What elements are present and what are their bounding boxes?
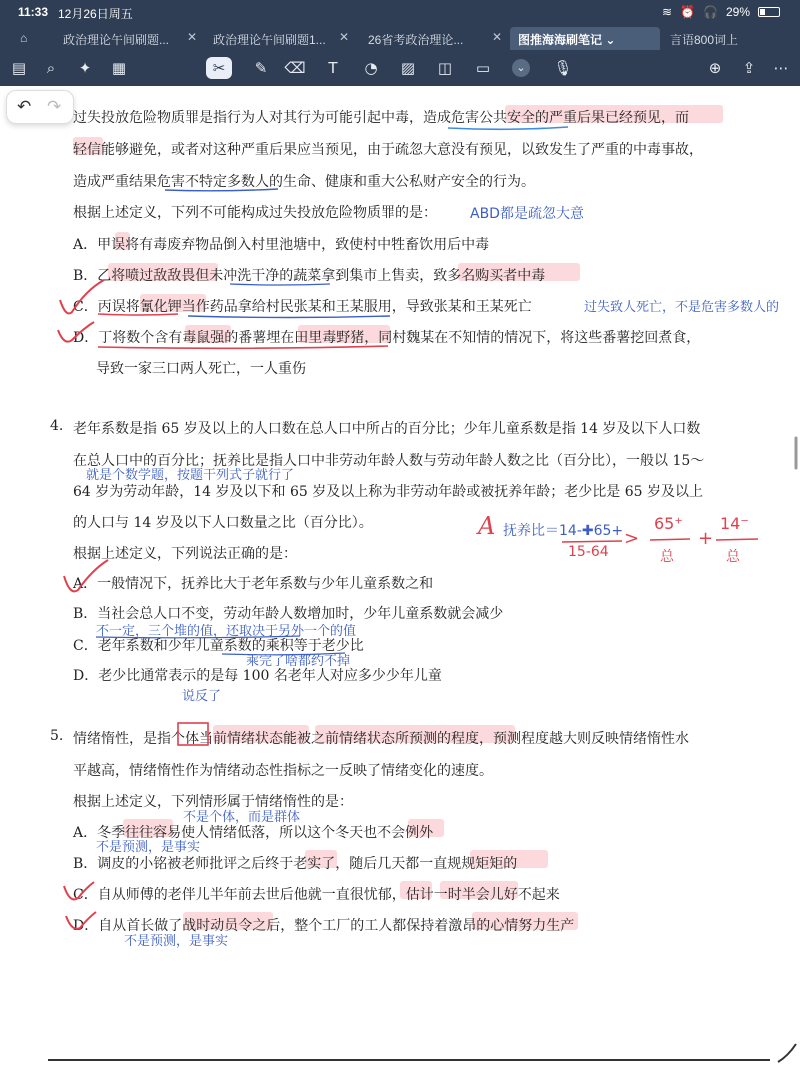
question-prompt: 根据上述定义，下列说法正确的是： <box>73 546 297 562</box>
tab-label: 政治理论午间刷题1... <box>213 33 326 47</box>
question-text-line: 的人口与 14 岁及以下人口数量之比（百分比）。 <box>73 515 373 531</box>
close-icon[interactable]: ✕ <box>186 30 197 44</box>
wifi-icon: ≋ <box>662 5 673 19</box>
question-text-line: 平越高，情绪惰性作为情绪动态性指标之一反映了情绪变化的速度。 <box>73 763 493 779</box>
status-date: 12月26日周五 <box>58 7 133 21</box>
formula-text: 抚养比＝14-✚65+ <box>503 523 624 539</box>
shapes-icon[interactable]: ◔ <box>364 59 378 77</box>
formula-greater-than: > <box>624 528 640 549</box>
tab-bar <box>0 24 800 50</box>
question-text-line: 在总人口中的百分比；抚养比是指人口中非劳动年龄人数与劳动年龄人数之比（百分比），一般以 15～ <box>73 453 705 469</box>
question-text-line: 造成严重结果危害不特定多数人的生命、健康和重大公私财产安全的行为。 <box>73 174 535 190</box>
option-a: A．甲误将有毒废弃物品倒入村里池塘中，致使村中牲畜饮用后中毒 <box>73 237 490 253</box>
eraser-icon[interactable]: ⌫ <box>284 59 306 77</box>
question-prompt: 根据上述定义，下列情形属于情绪惰性的是： <box>73 794 353 810</box>
microphone-icon[interactable]: 🎙 <box>553 59 573 77</box>
tab-3[interactable] <box>360 27 508 50</box>
fraction-bar <box>562 541 622 542</box>
tab-4-active[interactable] <box>510 27 660 50</box>
note-q5-group: 不是个体，而是群体 <box>183 810 301 825</box>
note-q4-d: 说反了 <box>182 689 222 704</box>
formula-fraction-1-num: 65⁺ <box>654 514 683 533</box>
option-d: D．老少比通常表示的是每 100 名老年人对应多少少年儿童 <box>73 668 442 684</box>
formula-fraction-2-num: 14⁻ <box>720 514 749 533</box>
question-text-line: 过失投放危险物质罪是指行为人对其行为可能引起中毒，造成危害公共安全的严重后果已经预见，而 <box>73 110 689 126</box>
redo-icon[interactable]: ↷ <box>47 97 62 117</box>
formula-a-label: A <box>478 512 496 540</box>
note-q4-c: 乘完了啥都约不掉 <box>246 654 351 669</box>
question-number: 4. <box>50 418 64 434</box>
formula-fraction-1-den: 总 <box>660 549 674 565</box>
alarm-icon: ⏰ <box>680 5 696 19</box>
option-b: B．当社会总人口不变，劳动年龄人数增加时，少年儿童系数就会减少 <box>73 606 504 622</box>
tab-label: 政治理论午间刷题... <box>63 33 170 47</box>
note-q3-c: 过失致人死亡，不是危害多数人的 <box>584 300 780 315</box>
more-tools-icon[interactable]: ⌄ <box>512 59 530 77</box>
question-number: 5. <box>50 728 64 744</box>
note-q5-d: 不是预测，是事实 <box>124 934 229 949</box>
search-icon[interactable]: ⌕ <box>46 59 56 77</box>
more-icon[interactable]: ⋯ <box>773 59 789 77</box>
sparkle-icon[interactable]: ✦ <box>78 59 92 77</box>
question-text-line: 情绪惰性，是指个体当前情绪状态能被之前情绪状态所预测的程度，预测程度越大则反映情绪惰性水 <box>73 731 689 747</box>
tab-2[interactable] <box>205 27 355 50</box>
lasso-icon[interactable]: ✂ <box>206 57 232 79</box>
option-b: B．乙将喷过敌敌畏但未冲洗干净的蔬菜拿到集市上售卖，致多名购买者中毒 <box>73 268 546 284</box>
option-d: D．自从首长做了战时动员令之后，整个工厂的工人都保持着激昂的心情努力生产 <box>73 918 575 934</box>
page-corner-stroke <box>778 1044 796 1062</box>
option-c: C．丙误将氰化钾当作药品拿给村民张某和王某服用，导致张某和王某死亡 <box>73 299 532 315</box>
underline-stroke <box>188 316 390 318</box>
fraction-bar <box>650 539 690 540</box>
battery-icon <box>758 7 780 17</box>
option-a: A．一般情况下，抚养比大于老年系数与少年儿童系数之和 <box>73 576 434 592</box>
sidebar-icon[interactable]: ▤ <box>11 59 27 77</box>
question-text-line: 64 岁为劳动年龄，14 岁及以下和 65 岁及以上称为非劳动年龄或被抚养年龄；老少比是 65 岁及以上 <box>73 484 703 500</box>
tab-1[interactable] <box>55 27 203 50</box>
headphones-icon: 🎧 <box>703 5 718 19</box>
question-text-line: 老年系数是指 65 岁及以上的人口数在总人口中所占的百分比；少年儿童系数是指 14 岁及以下人口数 <box>73 421 701 437</box>
home-icon: ⌂ <box>20 31 28 45</box>
note-q5-a: 不是预测，是事实 <box>96 840 201 855</box>
pen-icon[interactable]: ✎ <box>254 59 268 77</box>
share-icon[interactable]: ⇪ <box>742 59 756 77</box>
note-q3-abd: ABD都是疏忽大意 <box>470 206 584 222</box>
note-q4-b: 不一定，三个堆的值，还取决于另外一个的值 <box>96 624 357 639</box>
question-text-line: 轻信能够避免，或者对这种严重后果应当预见，由于疏忽大意没有预见，以致发生了严重的中毒事故， <box>73 142 703 158</box>
status-time: 11:33 <box>18 5 49 19</box>
note-icon[interactable]: ▭ <box>475 59 491 77</box>
text-box-icon[interactable]: T <box>328 59 338 77</box>
underline-stroke <box>448 127 568 129</box>
note-q4-math: 就是个数学题，按题干列式子就行了 <box>86 468 295 483</box>
sticker-icon[interactable]: ◫ <box>437 59 453 77</box>
tab-label: 26省考政治理论... <box>368 33 464 47</box>
chevron-down-icon[interactable]: ⌄ <box>605 33 616 47</box>
home-tab[interactable] <box>12 27 46 50</box>
close-icon[interactable]: ✕ <box>491 30 502 44</box>
close-icon[interactable]: ✕ <box>338 30 349 44</box>
fraction-bar <box>716 539 758 540</box>
option-d-continued: 导致一家三口两人死亡，一人重伤 <box>96 361 306 377</box>
toolbar <box>0 50 800 86</box>
formula-plus: + <box>698 528 714 549</box>
undo-icon[interactable]: ↶ <box>17 97 32 117</box>
option-c: C．老年系数和少年儿童系数的乘积等于老少比 <box>73 638 364 654</box>
document-icon[interactable]: ▦ <box>111 59 127 77</box>
add-page-icon[interactable]: ⊕ <box>708 59 722 77</box>
tab-label: 图推海海刷笔记 <box>518 33 603 47</box>
option-d: D．丁将数个含有毒鼠强的番薯埋在田里毒野猪，同村魏某在不知情的情况下，将这些番薯挖回煮食， <box>73 330 701 346</box>
battery-percent: 29% <box>725 5 750 19</box>
formula-denominator: 15-64 <box>568 544 609 560</box>
option-b: B．调皮的小铭被老师批评之后终于老实了，随后几天都一直规规矩矩的 <box>73 856 518 872</box>
option-a: A．冬季往往容易使人情绪低落，所以这个冬天也不会例外 <box>73 825 434 841</box>
tab-label: 言语800词上 <box>670 33 739 47</box>
option-c: C．自从师傅的老伴儿半年前去世后他就一直很忧郁，估计一时半会儿好不起来 <box>73 887 560 903</box>
question-prompt: 根据上述定义，下列不可能构成过失投放危险物质罪的是： <box>73 205 437 221</box>
tab-5[interactable] <box>662 27 800 50</box>
undo-redo-popover <box>6 90 74 124</box>
status-icons <box>662 5 780 19</box>
status-bar <box>0 0 800 24</box>
image-icon[interactable]: ▨ <box>400 59 416 77</box>
formula-fraction-2-den: 总 <box>726 549 740 565</box>
